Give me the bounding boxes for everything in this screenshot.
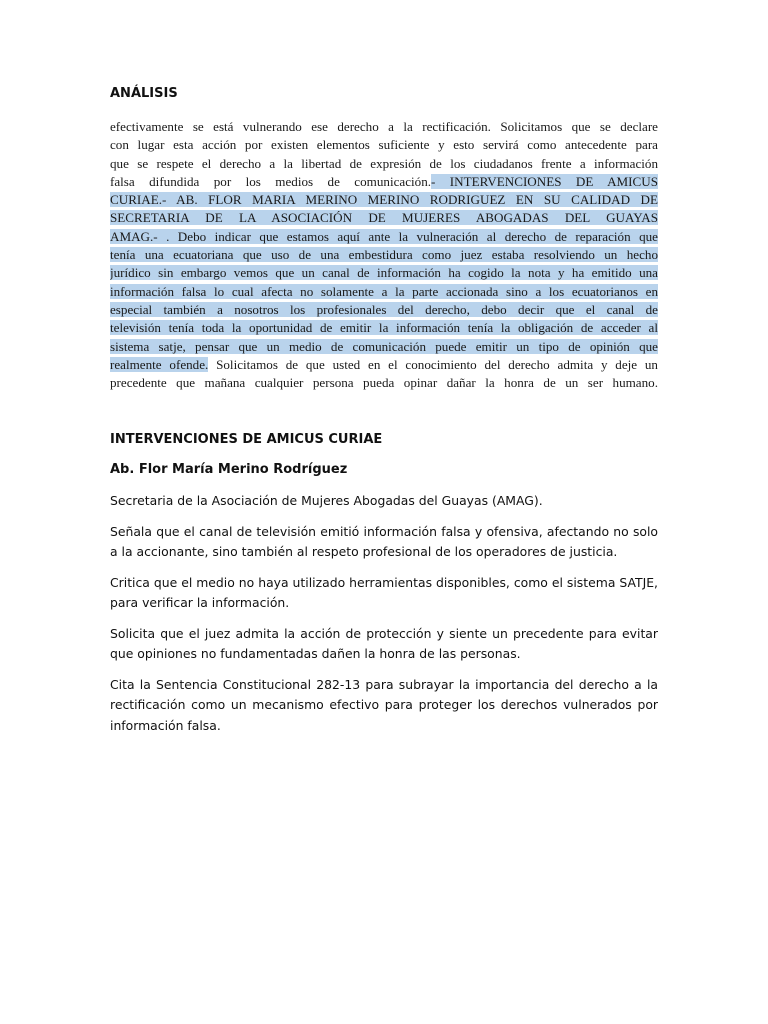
scan-highlight: jurídico sin embargo vemos que un canal de información ha cogido la nota y ha emitido una (110, 265, 658, 281)
scan-line (110, 356, 658, 374)
scan-highlight: - INTERVENCIONES DE AMICUS (431, 173, 658, 189)
document-page (110, 84, 658, 736)
scan-text: Solicitamos de que usted en el conocimiento del derecho admita y deje un (208, 356, 658, 372)
scan-line (110, 228, 658, 246)
scan-text: con lugar esta acción por existen elementos suficiente y esto servirá como antecedente para (110, 137, 658, 153)
scan-highlight: televisión tenía toda la oportunidad de emitir la información tenía la obligación de acceder al (110, 320, 658, 336)
scanned-transcript-excerpt (110, 118, 658, 392)
paragraph-claim: Señala que el canal de televisión emitió información falsa y ofensiva, afectando no solo a la accionante, sino también al respeto profesional de los operadores de justicia. (110, 523, 658, 560)
scan-highlight: especial también a nosotros los profesionales del derecho, debo decir que el canal de (110, 301, 658, 317)
scan-highlight: sistema satje, pensar que un medio de comunicación puede emitir un tipo de opinión que (110, 338, 658, 354)
scan-text: efectivamente se está vulnerando ese derecho a la rectificación. Solicitamos que se declare (110, 119, 658, 134)
paragraph-critique: Critica que el medio no haya utilizado herramientas disponibles, como el sistema SATJE, para verificar la información. (110, 574, 658, 611)
scan-text: que se respete el derecho a la libertad de expresión de los ciudadanos frente a información (110, 155, 658, 171)
speaker-name: Ab. Flor María Merino Rodríguez (110, 462, 348, 478)
scan-line (110, 136, 658, 154)
scan-highlight: información falsa lo cual afecta no solamente a la parte accionada sino a los ecuatorianos en (110, 283, 658, 299)
scan-line (110, 155, 658, 173)
paragraph-citation: Cita la Sentencia Constitucional 282-13 para subrayar la importancia del derecho a la rectificación como un mecanismo efectivo para proteger los derechos vulnerados por información falsa. (110, 676, 658, 733)
scan-line (110, 338, 658, 356)
scan-highlight: AMAG.- . Debo indicar que estamos aquí ante la vulneración al derecho de reparación que (110, 228, 658, 244)
scan-line (110, 173, 658, 191)
section-title: INTERVENCIONES DE AMICUS CURIAE (110, 432, 383, 448)
scan-highlight: realmente ofende. (110, 356, 209, 372)
scan-line (110, 264, 658, 282)
paragraph-role: Secretaria de la Asociación de Mujeres Abogadas del Guayas (AMAG). (110, 493, 543, 509)
scan-line (110, 191, 658, 209)
scan-line (110, 246, 658, 264)
scan-text: precedente que mañana cualquier persona pueda opinar dañar la honra de un ser humano. (110, 375, 658, 391)
scan-line (110, 301, 658, 319)
scan-highlight: tenía una ecuatoriana que uso de una embestidura como juez estaba resolviendo un hecho (110, 247, 658, 263)
scan-highlight: CURIAE.- AB. FLOR MARIA MERINO MERINO RODRIGUEZ EN SU CALIDAD DE (110, 192, 658, 208)
analysis-heading: ANÁLISIS (110, 86, 178, 101)
scan-line (110, 118, 658, 136)
scan-text: falsa difundida por los medios de comunicación. (110, 173, 432, 189)
scan-line (110, 319, 658, 337)
scan-line (110, 209, 658, 227)
scan-line (110, 283, 658, 301)
paragraph-request: Solicita que el juez admita la acción de protección y siente un precedente para evitar que opiniones no fundamentadas dañen la honra de las personas. (110, 625, 658, 662)
scan-highlight: SECRETARIA DE LA ASOCIACIÓN DE MUJERES ABOGADAS DEL GUAYAS (110, 210, 658, 226)
scan-line (110, 374, 658, 392)
